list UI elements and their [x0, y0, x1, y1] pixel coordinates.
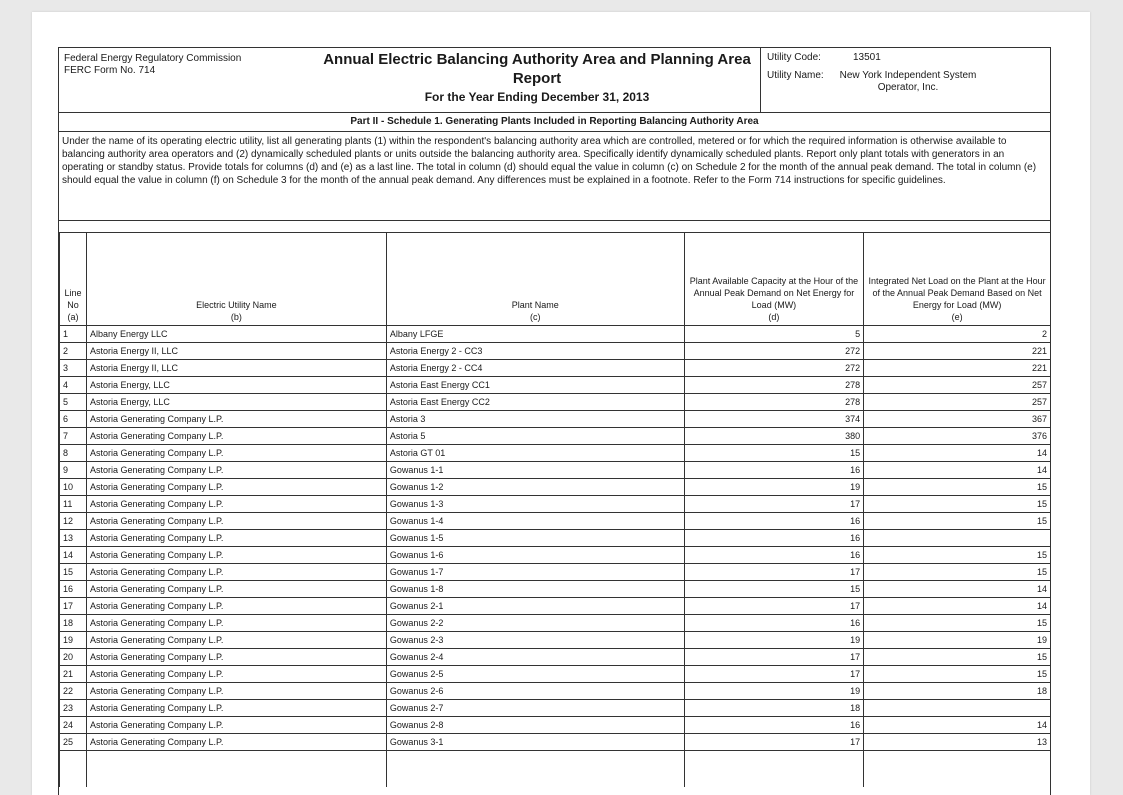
- capacity-cell: 17: [684, 564, 864, 581]
- plant-name-cell: Gowanus 1-7: [386, 564, 684, 581]
- net-load-cell: 15: [864, 513, 1051, 530]
- ferc-form: [58, 47, 1051, 795]
- table-row: [60, 411, 1051, 428]
- utility-name-cell: Astoria Generating Company L.P.: [86, 462, 386, 479]
- plant-name-cell: Gowanus 1-6: [386, 547, 684, 564]
- line-no-cell: 16: [60, 581, 87, 598]
- line-no-cell: 25: [60, 734, 87, 751]
- plant-name-cell: Gowanus 3-1: [386, 734, 684, 751]
- utility-name-cell: Astoria Generating Company L.P.: [86, 411, 386, 428]
- capacity-cell: 16: [684, 615, 864, 632]
- table-row: [60, 360, 1051, 377]
- line-no-cell: 18: [60, 615, 87, 632]
- net-load-cell: [864, 700, 1051, 717]
- capacity-cell: 19: [684, 632, 864, 649]
- table-row: [60, 547, 1051, 564]
- instructions-text: Under the name of its operating electric utility, list all generating plants (1) within the respondent's balancing authority area which are controlled, metered or for which the required information is otherwise available to balancing authority area operators and (2) dynamically scheduled plants or units outside the balancing authority area. Specifically identify dynamically scheduled plants. Report only plant totals with generators in an operating or standby status. Provide totals for columns (d) and (e) as a last line. The total in column (d) should equal the value in column (c) on Schedule 2 for the month of the annual peak demand. The total in column (e) should equal the value in column (f) on Schedule 3 for the month of the annual peak demand. Any differences must be explained in a footnote. Refer to the Form 714 instructions for specific guidelines.: [62, 136, 1037, 186]
- plant-name-cell: Gowanus 2-8: [386, 717, 684, 734]
- line-no-cell: 19: [60, 632, 87, 649]
- utility-name-cell: Astoria Generating Company L.P.: [86, 513, 386, 530]
- net-load-cell: 15: [864, 547, 1051, 564]
- capacity-cell: 380: [684, 428, 864, 445]
- capacity-cell: 16: [684, 547, 864, 564]
- plant-name-cell: Gowanus 2-5: [386, 666, 684, 683]
- utility-name-cell: Astoria Generating Company L.P.: [86, 683, 386, 700]
- utility-name-cell: Astoria Energy II, LLC: [86, 343, 386, 360]
- capacity-cell: 278: [684, 394, 864, 411]
- line-no-cell: 12: [60, 513, 87, 530]
- net-load-cell: 15: [864, 564, 1051, 581]
- capacity-cell: 17: [684, 496, 864, 513]
- utility-name-cell: Astoria Generating Company L.P.: [86, 479, 386, 496]
- net-load-cell: 14: [864, 445, 1051, 462]
- table-row: [60, 496, 1051, 513]
- col-header-line-no: Line No (a): [60, 233, 87, 326]
- line-no-cell: 8: [60, 445, 87, 462]
- plant-name-cell: Astoria Energy 2 - CC4: [386, 360, 684, 377]
- utility-name-cell: Astoria Generating Company L.P.: [86, 649, 386, 666]
- plant-name-cell: Gowanus 1-3: [386, 496, 684, 513]
- net-load-cell: 221: [864, 360, 1051, 377]
- plants-table: [59, 232, 1051, 787]
- table-body: [60, 326, 1051, 788]
- table-row: [60, 428, 1051, 445]
- utility-name-cell: Astoria Energy, LLC: [86, 377, 386, 394]
- table-row: [60, 343, 1051, 360]
- utility-name-cell: Astoria Generating Company L.P.: [86, 564, 386, 581]
- net-load-cell: 15: [864, 615, 1051, 632]
- capacity-cell: 17: [684, 598, 864, 615]
- line-no-cell: 6: [60, 411, 87, 428]
- table-header-row: [60, 233, 1051, 326]
- table-row: [60, 598, 1051, 615]
- utility-name-cell: Astoria Generating Company L.P.: [86, 547, 386, 564]
- line-no-cell: 20: [60, 649, 87, 666]
- capacity-cell: 15: [684, 581, 864, 598]
- capacity-cell: 272: [684, 343, 864, 360]
- table-row: [60, 462, 1051, 479]
- table-row: [60, 666, 1051, 683]
- utility-block: [760, 48, 1050, 112]
- line-no-cell: 14: [60, 547, 87, 564]
- table-row: [60, 513, 1051, 530]
- line-no-cell: 1: [60, 326, 87, 343]
- line-no-cell: 17: [60, 598, 87, 615]
- col-header-available-capacity: Plant Available Capacity at the Hour of the Annual Peak Demand on Net Energy for Load (MW) (d): [684, 233, 864, 326]
- plant-name-cell: Gowanus 1-2: [386, 479, 684, 496]
- plant-name-cell: Gowanus 2-3: [386, 632, 684, 649]
- line-no-cell: 9: [60, 462, 87, 479]
- line-no-cell: 13: [60, 530, 87, 547]
- table-row: [60, 377, 1051, 394]
- table-row: [60, 530, 1051, 547]
- utility-name-cell: Astoria Generating Company L.P.: [86, 581, 386, 598]
- blank-cell: [864, 751, 1051, 788]
- table-row: [60, 581, 1051, 598]
- plant-name-cell: Astoria 5: [386, 428, 684, 445]
- table-row: [60, 394, 1051, 411]
- line-no-cell: 5: [60, 394, 87, 411]
- part-title: Part II - Schedule 1. Generating Plants Included in Reporting Balancing Authority Area: [59, 112, 1050, 132]
- net-load-cell: 376: [864, 428, 1051, 445]
- utility-name-value: New York Independent System Operator, Inc.: [839, 70, 977, 93]
- table-row: [60, 326, 1051, 343]
- report-period: For the Year Ending December 31, 2013: [424, 90, 650, 104]
- form-header: [59, 48, 1050, 112]
- table-row: [60, 564, 1051, 581]
- plant-name-cell: Astoria 3: [386, 411, 684, 428]
- capacity-cell: 18: [684, 700, 864, 717]
- net-load-cell: 18: [864, 683, 1051, 700]
- plant-name-cell: Gowanus 1-4: [386, 513, 684, 530]
- utility-name-cell: Albany Energy LLC: [86, 326, 386, 343]
- net-load-cell: 15: [864, 496, 1051, 513]
- blank-cell: [684, 751, 864, 788]
- blank-row: [60, 751, 1051, 788]
- net-load-cell: 14: [864, 717, 1051, 734]
- divider: [59, 220, 1050, 221]
- plant-name-cell: Astoria East Energy CC2: [386, 394, 684, 411]
- capacity-cell: 17: [684, 734, 864, 751]
- col-header-net-load: Integrated Net Load on the Plant at the Hour of the Annual Peak Demand Based on Net Energy for Load (MW) (e): [864, 233, 1051, 326]
- line-no-cell: 23: [60, 700, 87, 717]
- capacity-cell: 16: [684, 462, 864, 479]
- table-row: [60, 479, 1051, 496]
- plant-name-cell: Gowanus 2-1: [386, 598, 684, 615]
- table-row: [60, 683, 1051, 700]
- line-no-cell: 3: [60, 360, 87, 377]
- net-load-cell: 257: [864, 394, 1051, 411]
- plant-name-cell: Astoria Energy 2 - CC3: [386, 343, 684, 360]
- plant-name-cell: Gowanus 2-7: [386, 700, 684, 717]
- utility-name-cell: Astoria Energy, LLC: [86, 394, 386, 411]
- report-title: Annual Electric Balancing Authority Area and Planning Area Report: [323, 51, 751, 87]
- net-load-cell: 2: [864, 326, 1051, 343]
- net-load-cell: [864, 530, 1051, 547]
- agency-name: Federal Energy Regulatory Commission: [64, 53, 242, 64]
- utility-code-label: Utility Code:: [767, 52, 821, 63]
- capacity-cell: 15: [684, 445, 864, 462]
- plant-name-cell: Astoria East Energy CC1: [386, 377, 684, 394]
- utility-name-cell: Astoria Generating Company L.P.: [86, 734, 386, 751]
- utility-name-cell: Astoria Generating Company L.P.: [86, 530, 386, 547]
- table-row: [60, 700, 1051, 717]
- form-number: FERC Form No. 714: [64, 65, 156, 76]
- utility-name-cell: Astoria Generating Company L.P.: [86, 700, 386, 717]
- net-load-cell: 19: [864, 632, 1051, 649]
- capacity-cell: 272: [684, 360, 864, 377]
- plant-name-cell: Gowanus 2-6: [386, 683, 684, 700]
- plant-name-cell: Gowanus 1-1: [386, 462, 684, 479]
- net-load-cell: 367: [864, 411, 1051, 428]
- net-load-cell: 13: [864, 734, 1051, 751]
- utility-name-label: Utility Name:: [767, 70, 824, 81]
- capacity-cell: 278: [684, 377, 864, 394]
- net-load-cell: 14: [864, 462, 1051, 479]
- table-row: [60, 717, 1051, 734]
- capacity-cell: 16: [684, 717, 864, 734]
- utility-name-cell: Astoria Generating Company L.P.: [86, 445, 386, 462]
- capacity-cell: 374: [684, 411, 864, 428]
- utility-name-cell: Astoria Generating Company L.P.: [86, 666, 386, 683]
- line-no-cell: 21: [60, 666, 87, 683]
- table-row: [60, 632, 1051, 649]
- net-load-cell: 15: [864, 649, 1051, 666]
- plant-name-cell: Albany LFGE: [386, 326, 684, 343]
- capacity-cell: 17: [684, 649, 864, 666]
- line-no-cell: 10: [60, 479, 87, 496]
- utility-name-cell: Astoria Generating Company L.P.: [86, 615, 386, 632]
- plant-name-cell: Gowanus 2-4: [386, 649, 684, 666]
- net-load-cell: 257: [864, 377, 1051, 394]
- agency-block: [64, 53, 241, 77]
- blank-cell: [86, 751, 386, 788]
- utility-name-cell: Astoria Generating Company L.P.: [86, 598, 386, 615]
- line-no-cell: 15: [60, 564, 87, 581]
- utility-code-value: 13501: [853, 52, 881, 63]
- utility-name-cell: Astoria Energy II, LLC: [86, 360, 386, 377]
- capacity-cell: 16: [684, 530, 864, 547]
- document-page: [32, 12, 1090, 795]
- capacity-cell: 5: [684, 326, 864, 343]
- table-row: [60, 445, 1051, 462]
- net-load-cell: 14: [864, 598, 1051, 615]
- utility-name-cell: Astoria Generating Company L.P.: [86, 428, 386, 445]
- net-load-cell: 221: [864, 343, 1051, 360]
- line-no-cell: 11: [60, 496, 87, 513]
- line-no-cell: 4: [60, 377, 87, 394]
- plant-name-cell: Gowanus 1-8: [386, 581, 684, 598]
- col-header-utility-name: Electric Utility Name (b): [86, 233, 386, 326]
- line-no-cell: 7: [60, 428, 87, 445]
- col-header-plant-name: Plant Name (c): [386, 233, 684, 326]
- net-load-cell: 15: [864, 479, 1051, 496]
- plant-name-cell: Gowanus 1-5: [386, 530, 684, 547]
- plant-name-cell: Gowanus 2-2: [386, 615, 684, 632]
- capacity-cell: 19: [684, 683, 864, 700]
- line-no-cell: 24: [60, 717, 87, 734]
- table-row: [60, 734, 1051, 751]
- net-load-cell: 15: [864, 666, 1051, 683]
- blank-cell: [60, 751, 87, 788]
- capacity-cell: 16: [684, 513, 864, 530]
- plant-name-cell: Astoria GT 01: [386, 445, 684, 462]
- utility-name-cell: Astoria Generating Company L.P.: [86, 717, 386, 734]
- capacity-cell: 19: [684, 479, 864, 496]
- line-no-cell: 22: [60, 683, 87, 700]
- table-row: [60, 615, 1051, 632]
- blank-cell: [386, 751, 684, 788]
- title-block: [314, 50, 760, 112]
- utility-name-cell: Astoria Generating Company L.P.: [86, 496, 386, 513]
- capacity-cell: 17: [684, 666, 864, 683]
- utility-name-cell: Astoria Generating Company L.P.: [86, 632, 386, 649]
- net-load-cell: 14: [864, 581, 1051, 598]
- line-no-cell: 2: [60, 343, 87, 360]
- table-row: [60, 649, 1051, 666]
